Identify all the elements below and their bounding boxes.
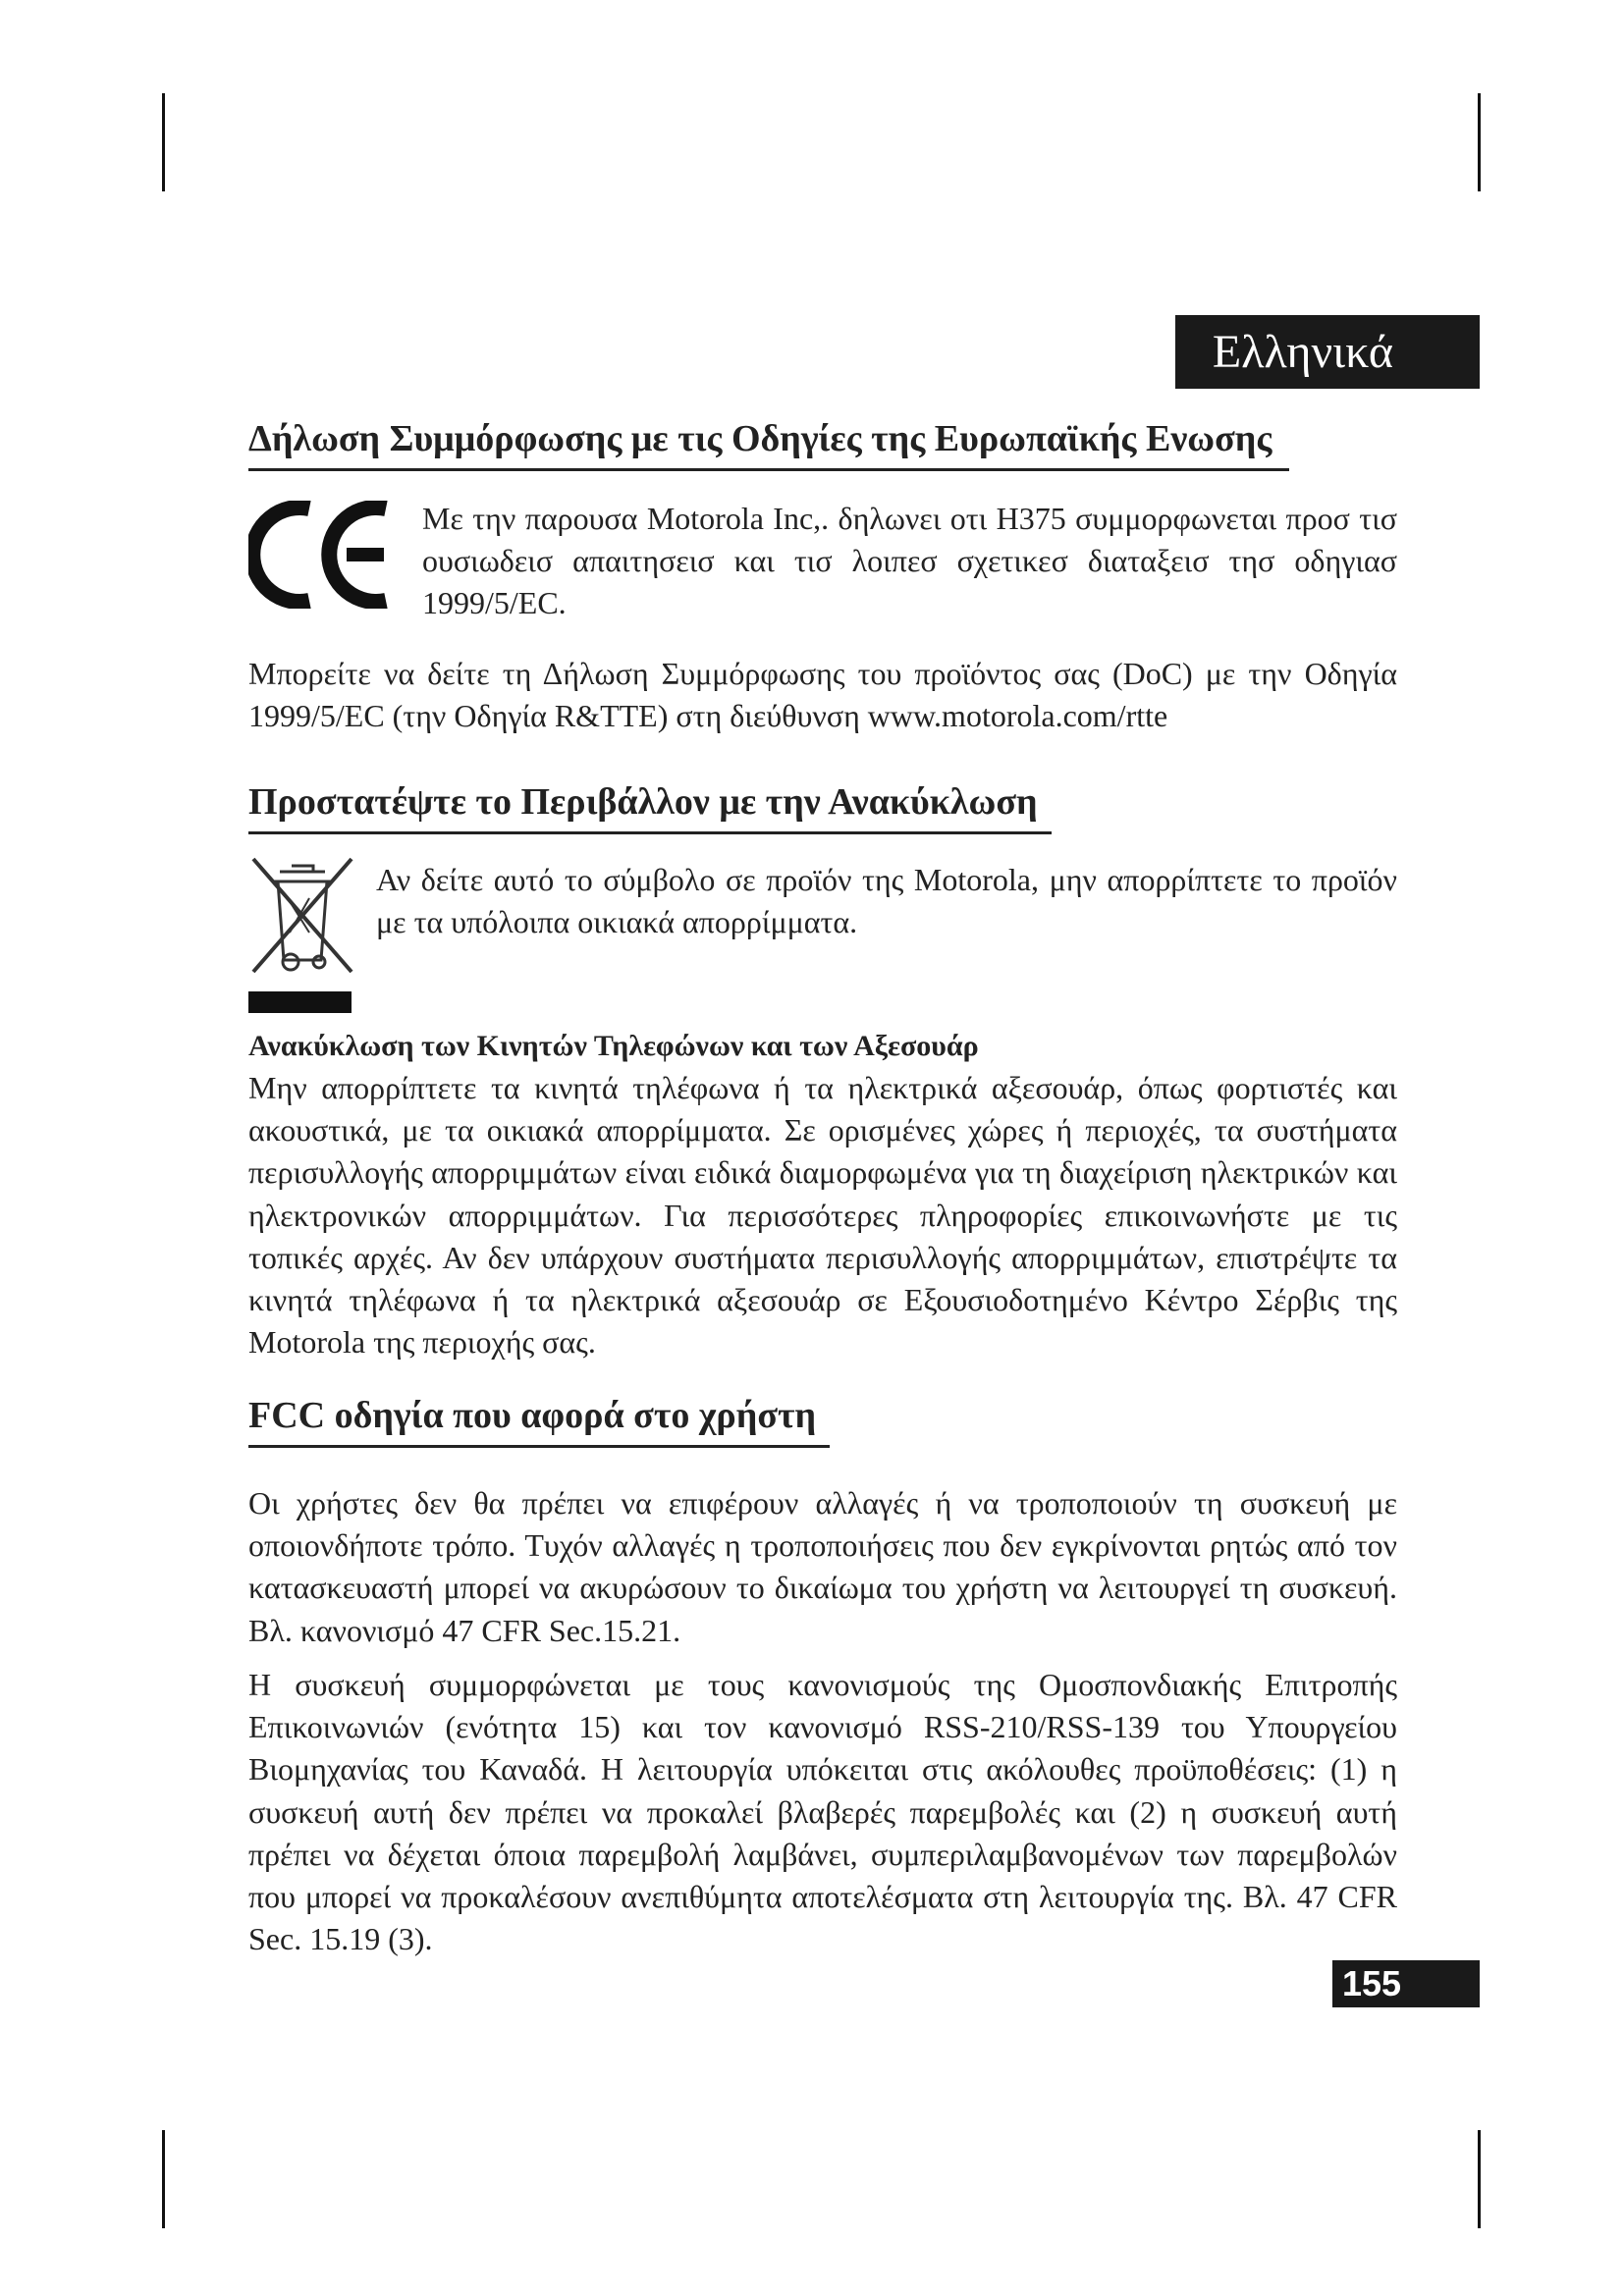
section-recycle-title [248,780,1397,834]
recycle-subheading: Ανακύκλωση των Κινητών Τηλεφώνων και των Αξεσουάρ [248,1030,979,1062]
fcc-paragraph-1 [248,1482,1397,1652]
ce-declaration-text: Με την παρουσα Motorola Inc,. δηλωνει οτι H375 συμμορφωνεται προσ τισ ουσιωδεισ απαιτησεισ και τισ λοιπεσ σχετικεσ διαταξεισ τησ οδηγιασ 1999/5/EC. [422,501,1398,621]
doc-paragraph [248,653,1397,737]
doc-text: Μπορείτε να δείτε τη Δήλωση Συμμόρφωσης του προϊόντος σας (DoC) με την Οδηγία 1999/5/EC (την Οδηγία R&TTE) στη διεύθυνση www.motorola.com/rtte [248,656,1397,734]
weee-paragraph [376,859,1397,943]
fcc-text-2: Η συσκευή συμμορφώνεται με τους κανονισμούς της Ομοσπονδιακής Επιτροπής Επικοινωνιών (ενότητα 15) και τον κανονισμό RSS-210/RSS-139 του Υπουργείου Βιομηχανίας του Καναδά. Η λειτουργία υπόκειται στις ακόλουθες προϋποθέσεις: (1) η συσκευή αυτή δεν πρέπει να προκαλεί βλαβερές παρεμβολές και (2) η συσκευή αυτή πρέπει να δέχεται όποια παρεμβολή λαμβάνει, συμπεριλαμβανομένων των παρεμβολών που μπορεί να προκαλέσουν ανεπιθύμητα αποτελέσματα στη λειτουργία της. Βλ. 47 CFR Sec. 15.19 (3). [248,1667,1397,1957]
fcc-paragraph-2 [248,1664,1397,1960]
weee-text: Αν δείτε αυτό το σύμβολο σε προϊόν της Motorola, μην απορρίπτετε το προϊόν με τα υπόλοιπα οικιακά απορρίμματα. [376,862,1397,940]
section-eu-title [248,417,1397,471]
crop-mark-top-left [162,93,165,191]
crop-mark-top-right [1478,93,1481,191]
recycle-heading: Προστατέψτε το Περιβάλλον με την Ανακύκλωση [248,780,1052,834]
page-number: 155 [1332,1960,1480,2007]
eu-heading: Δήλωση Συμμόρφωσης με τις Οδηγίες της Ευρωπαϊκής Ενωσης [248,417,1289,471]
language-tab: Ελληνικά [1175,315,1480,389]
ce-mark-icon [248,501,396,609]
recycle-body: Μην απορρίπτετε τα κινητά τηλέφωνα ή τα ηλεκτρικά αξεσουάρ, όπως φορτιστές και ακουστικά, με τα οικιακά απορρίμματα. Σε ορισμένες χώρες ή περιοχές, τα συστήματα περισυλλογής απορριμμάτων είναι ειδικά διαμορφωμένα για τη διαχείριση ηλεκτρικών και ηλεκτρονικών απορριμμάτων. Για περισσότερες πληροφορίες επικοινωνήστε με τις τοπικές αρχές. Αν δεν υπάρχουν συστήματα περισυλλογής απορριμμάτων, επιστρέψτε τα κινητά τηλέφωνα ή τα ηλεκτρικά αξεσουάρ σε Εξουσιοδοτημένο Κέντρο Σέρβις της Motorola της περιοχής σας. [248,1070,1397,1361]
crop-mark-bottom-right [1478,2130,1481,2228]
recycle-subsection [248,1026,1397,1363]
crop-mark-bottom-left [162,2130,165,2228]
ce-declaration [422,498,1397,625]
crossed-bin-icon [248,854,356,1016]
section-fcc-title [248,1394,1397,1448]
fcc-text-1: Οι χρήστες δεν θα πρέπει να επιφέρουν αλλαγές ή να τροποποιούν τη συσκευή με οποιονδήποτε τρόπο. Τυχόν αλλαγές η τροποποιήσεις που δεν εγκρίνονται ρητώς από τον κατασκευαστή μπορεί να ακυρώσουν το δικαίωμα του χρήστη να λειτουργεί τη συσκευή. Βλ. κανονισμό 47 CFR Sec.15.21. [248,1485,1397,1648]
fcc-heading: FCC οδηγία που αφορά στο χρήστη [248,1394,830,1448]
